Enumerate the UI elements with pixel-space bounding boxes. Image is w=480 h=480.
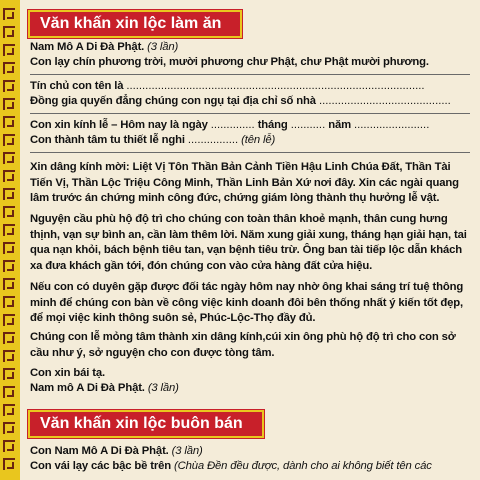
fret-ornament bbox=[3, 134, 15, 146]
section-title-lam-an: Văn khấn xin lộc làm ăn bbox=[28, 10, 242, 38]
section-title-buon-ban: Văn khấn xin lộc buôn bán bbox=[28, 410, 264, 438]
fret-ornament bbox=[3, 242, 15, 254]
fret-ornament bbox=[3, 440, 15, 452]
fret-ornament bbox=[3, 116, 15, 128]
fret-ornament bbox=[3, 206, 15, 218]
closing-paragraph: Chúng con lễ mỏng tâm thành xin dâng kính,cúi xin ông phù hộ độ trì cho con sở cầu như ý, sở nguyện cho con được tòng tâm. bbox=[30, 331, 456, 359]
fret-ornament bbox=[3, 152, 15, 164]
divider bbox=[30, 113, 470, 114]
date-line: Con xin kính lễ – Hôm nay là ngày .............. tháng ........... năm ........................ bbox=[30, 119, 430, 131]
divider bbox=[30, 152, 470, 153]
owner-name-line: Tín chủ con tên là ............................................................................................... bbox=[30, 80, 425, 92]
fret-ornament bbox=[3, 422, 15, 434]
fret-ornament bbox=[3, 224, 15, 236]
ending-line: Nam mô A Di Đà Phật. (3 lần) bbox=[30, 382, 179, 394]
fret-ornament bbox=[3, 98, 15, 110]
document-page bbox=[20, 0, 480, 480]
fret-ornament bbox=[3, 278, 15, 290]
section2-line2: Con vái lạy các bậc bề trên (Chùa Đền đều được, dành cho ai không biết tên các bbox=[30, 460, 432, 472]
fret-ornament bbox=[3, 26, 15, 38]
fret-ornament bbox=[3, 458, 15, 470]
section2-opening-line: Con Nam Mô A Di Đà Phật. (3 lần) bbox=[30, 445, 203, 457]
family-address-line: Đồng gia quyến đẳng chúng con ngụ tại địa chỉ số nhà .......................................... bbox=[30, 95, 451, 107]
left-border bbox=[0, 0, 20, 480]
prayer-paragraph: Nguyện cầu phù hộ độ trì cho chúng con toàn thân khoẻ mạnh, thân cung hưng thịnh, vạn sự bình an, cần làm thêm lời. Năm xung giải xung, tháng hạn giải hạn, tai qua nạn khỏi, bách bệnh tiêu tan, vạn bệnh tiêu trừ. Ông ban tài tiếp lộc dẫn khách xa đưa khách gần tới, đón chúng con vào cửa hàng đất cửa hiệu. bbox=[30, 213, 467, 272]
fret-ornament bbox=[3, 170, 15, 182]
fret-ornament bbox=[3, 44, 15, 56]
fret-ornament bbox=[3, 260, 15, 272]
opening-line: Nam Mô A Di Đà Phật. (3 lần) bbox=[30, 41, 179, 53]
invitation-paragraph: Xin dâng kính mời: Liệt Vị Tôn Thần Bản Cảnh Tiền Hậu Linh Chúa Đất, Thần Tài Tiến Vị, Thần Lộc Triệu Công Minh, Thần Linh Bản Xứ nơi đây. Xin các ngài quang lâm trước án chứng minh công đức, chứng giám lòng thành thụ hưởng lễ vật. bbox=[30, 161, 459, 204]
fret-ornament bbox=[3, 62, 15, 74]
fret-ornament bbox=[3, 296, 15, 308]
offering-line: Con thành tâm tu thiết lễ nghi ................ (tên lễ) bbox=[30, 134, 276, 146]
divider bbox=[30, 74, 470, 75]
fret-ornament bbox=[3, 350, 15, 362]
wish-paragraph: Nếu con có duyên gặp được đối tác ngày hôm nay nhờ ông khai sáng trí tuệ thông minh để chúng con bàn về công việc kinh doanh đôi bên thống nhất ý kiến tốt đẹp, để mọi việc kinh thông suôn sẻ, Phúc-Lộc-Thọ đầy đủ. bbox=[30, 281, 464, 324]
fret-ornament bbox=[3, 314, 15, 326]
fret-ornament bbox=[3, 188, 15, 200]
bow-line: Con xin bái tạ. bbox=[30, 367, 105, 379]
fret-ornament bbox=[3, 368, 15, 380]
fret-ornament bbox=[3, 332, 15, 344]
fret-ornament bbox=[3, 386, 15, 398]
fret-ornament bbox=[3, 8, 15, 20]
fret-ornament bbox=[3, 404, 15, 416]
fret-ornament bbox=[3, 80, 15, 92]
salute-line: Con lạy chín phương trời, mười phương chư Phật, chư Phật mười phương. bbox=[30, 56, 429, 68]
